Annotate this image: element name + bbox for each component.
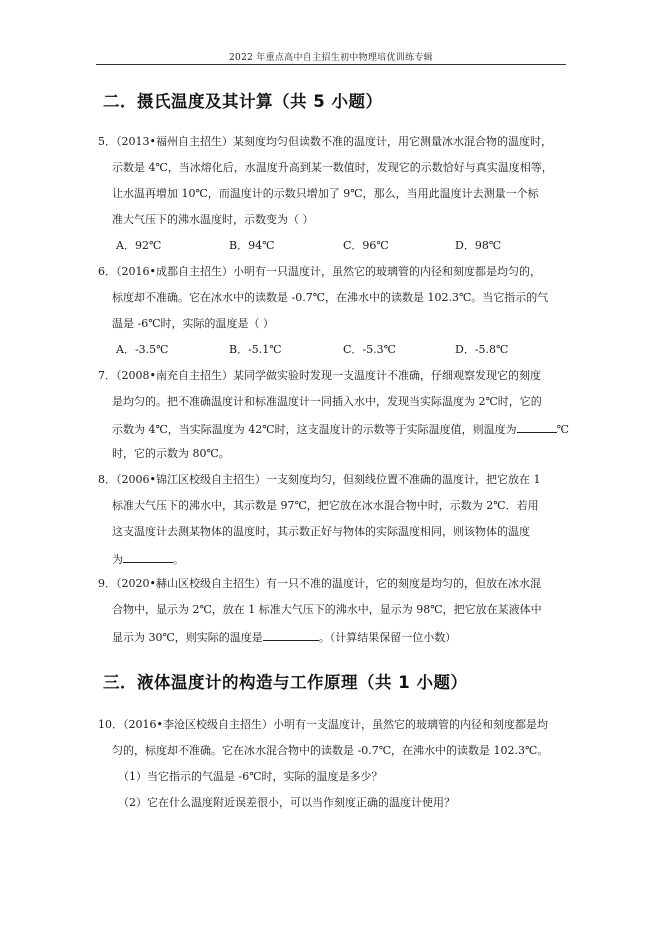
- page-header: 2022 年重点高中自主招生初中物理培优训练专辑: [229, 53, 433, 63]
- q8-line-2: 标准大气压下的沸水中，其示数是 97℃，把它放在冰水混合物中时，示数为 2℃．若用: [112, 499, 539, 512]
- q9-line-1: 9．（2020•赫山区校级自主招生）有一只不准的温度计，它的刻度是均匀的，但放在冰水混: [98, 577, 541, 590]
- q7-answer-blank[interactable]: [517, 421, 557, 433]
- q6-option-c: C．-5.3℃: [343, 343, 396, 356]
- q8-answer-blank[interactable]: [123, 551, 173, 563]
- q8-line-4-text: 为: [112, 553, 123, 566]
- q6-line-1: 6．（2016•成都自主招生）小明有一只温度计，虽然它的玻璃管的内径和刻度都是均匀的，: [98, 265, 541, 278]
- q7-line-3-text: 示数为 4℃，当实际温度为 42℃时，这支温度计的示数等于实际温度值，则温度为: [112, 423, 517, 436]
- q7-line-3-unit: ℃: [556, 423, 569, 436]
- q8-line-1: 8．（2006•锦江区校级自主招生）一支刻度均匀，但刻线位置不准确的温度计，把它放在 1: [98, 473, 541, 486]
- q8-line-4-end: 。: [173, 553, 184, 566]
- q8-line-4: [112, 551, 184, 567]
- q9-answer-blank[interactable]: [263, 629, 319, 641]
- q8-line-3: 这支温度计去测某物体的温度时，其示数正好与物体的实际温度相同，则该物体的温度: [112, 525, 530, 538]
- q9-line-3: [112, 629, 456, 645]
- q5-option-c: C．96℃: [343, 239, 389, 252]
- q5-option-a: A．92℃: [116, 239, 162, 252]
- q6-option-a: A．-3.5℃: [116, 343, 169, 356]
- q9-line-2: 合物中，显示为 2℃，放在 1 标准大气压下的沸水中，显示为 98℃，把它放在某液体中: [112, 603, 542, 616]
- q10-line-2: 匀的，标度却不准确。它在冰水混合物中的读数是 -0.7℃，在沸水中的读数是 102.3℃。: [112, 744, 549, 757]
- q5-option-b: B．94℃: [229, 239, 275, 252]
- q5-option-d: D．98℃: [455, 239, 502, 252]
- q7-line-3: [112, 421, 569, 437]
- q6-line-3: 温是 -6℃时，实际的温度是（ ）: [112, 317, 275, 330]
- q6-line-2: 标度却不准确。它在冰水中的读数是 -0.7℃，在沸水中的读数是 102.3℃。当它指示的气: [112, 291, 549, 304]
- q6-option-d: D．-5.8℃: [455, 343, 509, 356]
- q7-line-4: 时，它的示数为 80℃。: [112, 447, 230, 460]
- q10-sub-question-2: （2）它在什么温度附近误差很小，可以当作刻度正确的温度计使用？: [118, 796, 455, 809]
- q5-line-1: 5．（2013•福州自主招生）某刻度均匀但读数不准的温度计，用它测量冰水混合物的温度时，: [98, 135, 552, 148]
- header-divider: [96, 64, 566, 65]
- q10-line-1: 10．（2016•李沧区校级自主招生）小明有一支温度计，虽然它的玻璃管的内径和刻度都是均: [98, 718, 548, 731]
- section-title-celsius: 二．摄氏温度及其计算（共 5 小题）: [103, 92, 383, 111]
- section-title-thermometer: 三．液体温度计的构造与工作原理（共 1 小题）: [103, 673, 468, 692]
- q7-line-1: 7．（2008•南充自主招生）某同学做实验时发现一支温度计不准确，仔细观察发现它的刻度: [98, 369, 541, 382]
- q5-line-4: 准大气压下的沸水温度时，示数变为（ ）: [112, 213, 314, 226]
- q9-line-3-end: 。（计算结果保留一位小数）: [318, 631, 457, 644]
- q9-line-3-text: 显示为 30℃，则实际的温度是: [112, 631, 263, 644]
- q6-option-b: B．-5.1℃: [229, 343, 282, 356]
- q5-line-3: 让水温再增加 10℃，而温度计的示数只增加了 9℃，那么，当用此温度计去测量一个标: [112, 187, 539, 200]
- q7-line-2: 是均匀的。把不准确温度计和标准温度计一同插入水中，发现当实际温度为 2℃时，它的: [112, 395, 542, 408]
- q10-sub-question-1: （1）当它指示的气温是 -6℃时，实际的温度是多少？: [118, 770, 383, 783]
- q5-line-2: 示数是 4℃，当冰熔化后，水温度升高到某一数值时，发现它的示数恰好与真实温度相等，: [112, 161, 553, 174]
